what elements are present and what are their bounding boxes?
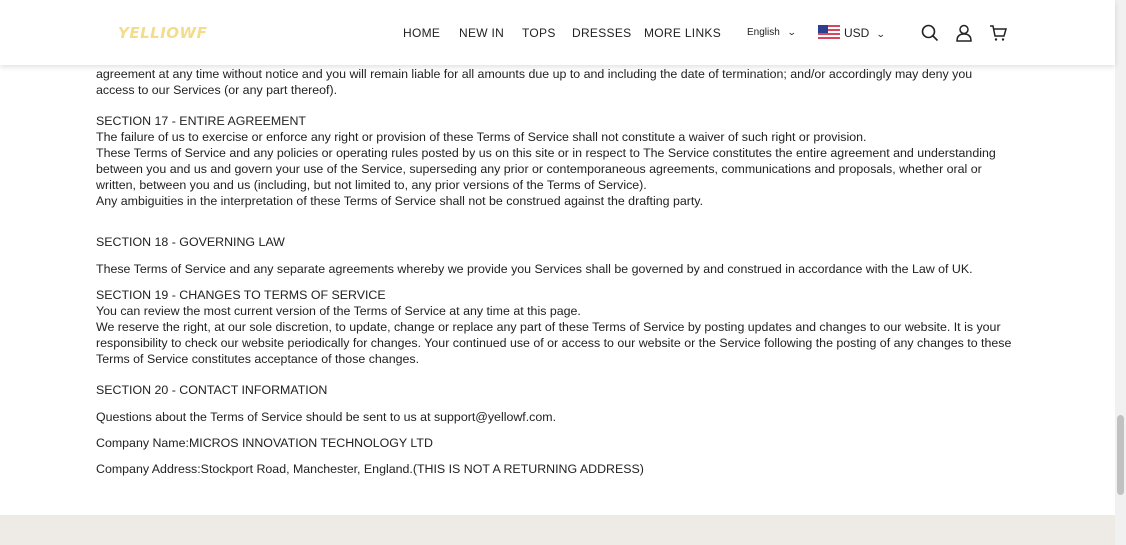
section-17 xyxy=(96,113,1036,209)
currency-label: USD xyxy=(844,26,870,40)
intro-paragraph xyxy=(96,66,1036,98)
section-title: SECTION 17 - ENTIRE AGREEMENT xyxy=(96,114,306,128)
chevron-down-icon: ⌄ xyxy=(876,29,887,39)
nav-new-in[interactable]: NEW IN xyxy=(459,26,505,40)
cart-icon[interactable] xyxy=(989,24,1007,42)
account-icon[interactable] xyxy=(955,24,973,42)
section-20-title: SECTION 20 - CONTACT INFORMATION xyxy=(96,383,328,397)
chevron-down-icon: ⌄ xyxy=(786,27,797,37)
company-address: Company Address:Stockport Road, Manchester, England.(THIS IS NOT A RETURNING ADDRESS) xyxy=(96,462,644,476)
text-line: written, between you and us (including, but not limited to, any prior versions of the Terms of Service). xyxy=(96,178,647,192)
nav-home[interactable]: HOME xyxy=(403,26,441,40)
language-select[interactable] xyxy=(747,27,795,38)
text-line: We reserve the right, at our sole discretion, to update, change or replace any part of these Terms of Service by posting updates and changes to our website. It is your xyxy=(96,320,1001,334)
scrollbar[interactable] xyxy=(1115,0,1126,545)
company-name: Company Name:MICROS INNOVATION TECHNOLOGY LTD xyxy=(96,436,433,450)
text-line: Any ambiguities in the interpretation of these Terms of Service shall not be construed against the drafting party. xyxy=(96,194,704,208)
section-19 xyxy=(96,287,1036,367)
scrollbar-thumb[interactable] xyxy=(1117,415,1124,495)
currency-select[interactable] xyxy=(844,26,885,40)
nav-more-links[interactable]: MORE LINKS xyxy=(644,26,722,40)
section-18-title: SECTION 18 - GOVERNING LAW xyxy=(96,235,285,249)
footer xyxy=(0,515,1115,545)
text-line: These Terms of Service and any policies or operating rules posted by us on this site or in respect to The Service constitutes the entire agreement and understanding xyxy=(96,146,996,160)
us-flag-icon xyxy=(818,25,840,39)
logo[interactable]: YELLIOWF xyxy=(118,24,208,42)
text-line: The failure of us to exercise or enforce any right or provision of these Terms of Service shall not constitute a waiver of such right or provision. xyxy=(96,130,867,144)
section-18-text: These Terms of Service and any separate agreements whereby we provide you Services shall be governed by and construed in accordance with the Law of UK. xyxy=(96,262,973,276)
text-line: agreement at any time without notice and you will remain liable for all amounts due up to and including the date of termination; and/or accordingly may deny you xyxy=(96,67,973,81)
section-title: SECTION 19 - CHANGES TO TERMS OF SERVICE xyxy=(96,288,386,302)
contact-email-text: Questions about the Terms of Service should be sent to us at support@yellowf.com. xyxy=(96,410,557,424)
text-line: You can review the most current version of the Terms of Service at any time at this page. xyxy=(96,304,581,318)
text-line: access to our Services (or any part thereof). xyxy=(96,83,338,97)
search-icon[interactable] xyxy=(921,24,939,42)
nav-dresses[interactable]: DRESSES xyxy=(572,26,632,40)
text-line: responsibility to check our website periodically for changes. Your continued use of or access to our website or the Service following the posting of any changes to these xyxy=(96,336,1012,350)
text-line: between you and us and govern your use of the Service, superseding any prior or contemporaneous agreements, communications and proposals, whether oral or xyxy=(96,162,982,176)
language-label: English xyxy=(747,27,780,38)
site-header xyxy=(0,0,1115,65)
text-line: Terms of Service constitutes acceptance of those changes. xyxy=(96,352,420,366)
nav-tops[interactable]: TOPS xyxy=(522,26,556,40)
